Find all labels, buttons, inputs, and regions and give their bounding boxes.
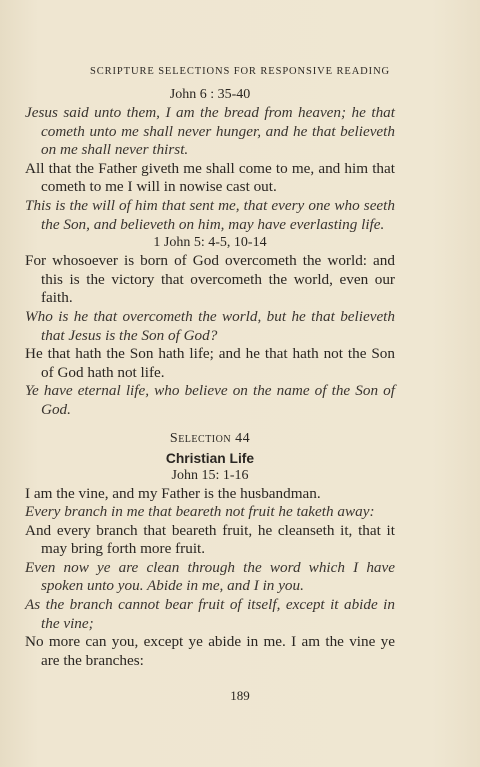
verse-paragraph: Who is he that overcometh the world, but he that believeth that Jesus is the Son of God? xyxy=(25,307,395,344)
verse-paragraph: I am the vine, and my Father is the husbandman. xyxy=(25,484,321,502)
selection-heading: Selection 44 xyxy=(169,430,251,446)
page-content xyxy=(25,86,395,670)
page-number: 189 xyxy=(230,688,250,703)
verse-paragraph: As the branch cannot bear fruit of itself, except it abide in the vine; xyxy=(25,596,395,632)
running-head: SCRIPTURE SELECTIONS FOR RESPONSIVE READING xyxy=(89,66,391,77)
verse-paragraph: Every branch in me that beareth not fruit he taketh away: xyxy=(25,503,375,521)
scripture-reference: 1 John 5: 4-5, 10-14 xyxy=(153,235,267,251)
verse-paragraph: All that the Father giveth me shall come to me, and him that cometh to me I will in nowise cast out. xyxy=(25,159,395,196)
verse-paragraph: Jesus said unto them, I am the bread from heaven; he that cometh unto me shall never hunger, and he that believeth on me shall never thirst. xyxy=(25,104,395,159)
verse-paragraph: For whosoever is born of God overcometh the world: and this is the victory that overcometh the world, even our faith. xyxy=(25,252,395,307)
scripture-reference: John 6 : 35-40 xyxy=(169,87,251,102)
selection-title: Christian Life xyxy=(165,450,255,466)
scripture-reference: John 15: 1-16 xyxy=(171,467,249,483)
verse-paragraph: This is the will of him that sent me, that every one who seeth the Son, and believeth on him, may have everlasting life. xyxy=(25,196,395,233)
verse-paragraph: He that hath the Son hath life; and he that hath not the Son of God hath not life. xyxy=(25,345,395,381)
verse-paragraph: No more can you, except ye abide in me. I am the vine ye are the branches: xyxy=(25,633,395,669)
verse-paragraph: And every branch that beareth fruit, he cleanseth it, that it may bring forth more fruit. xyxy=(25,521,395,558)
verse-paragraph: Even now ye are clean through the word which I have spoken unto you. Abide in me, and I in you. xyxy=(25,558,395,595)
verse-paragraph: Ye have eternal life, who believe on the name of the Son of God. xyxy=(25,382,395,418)
